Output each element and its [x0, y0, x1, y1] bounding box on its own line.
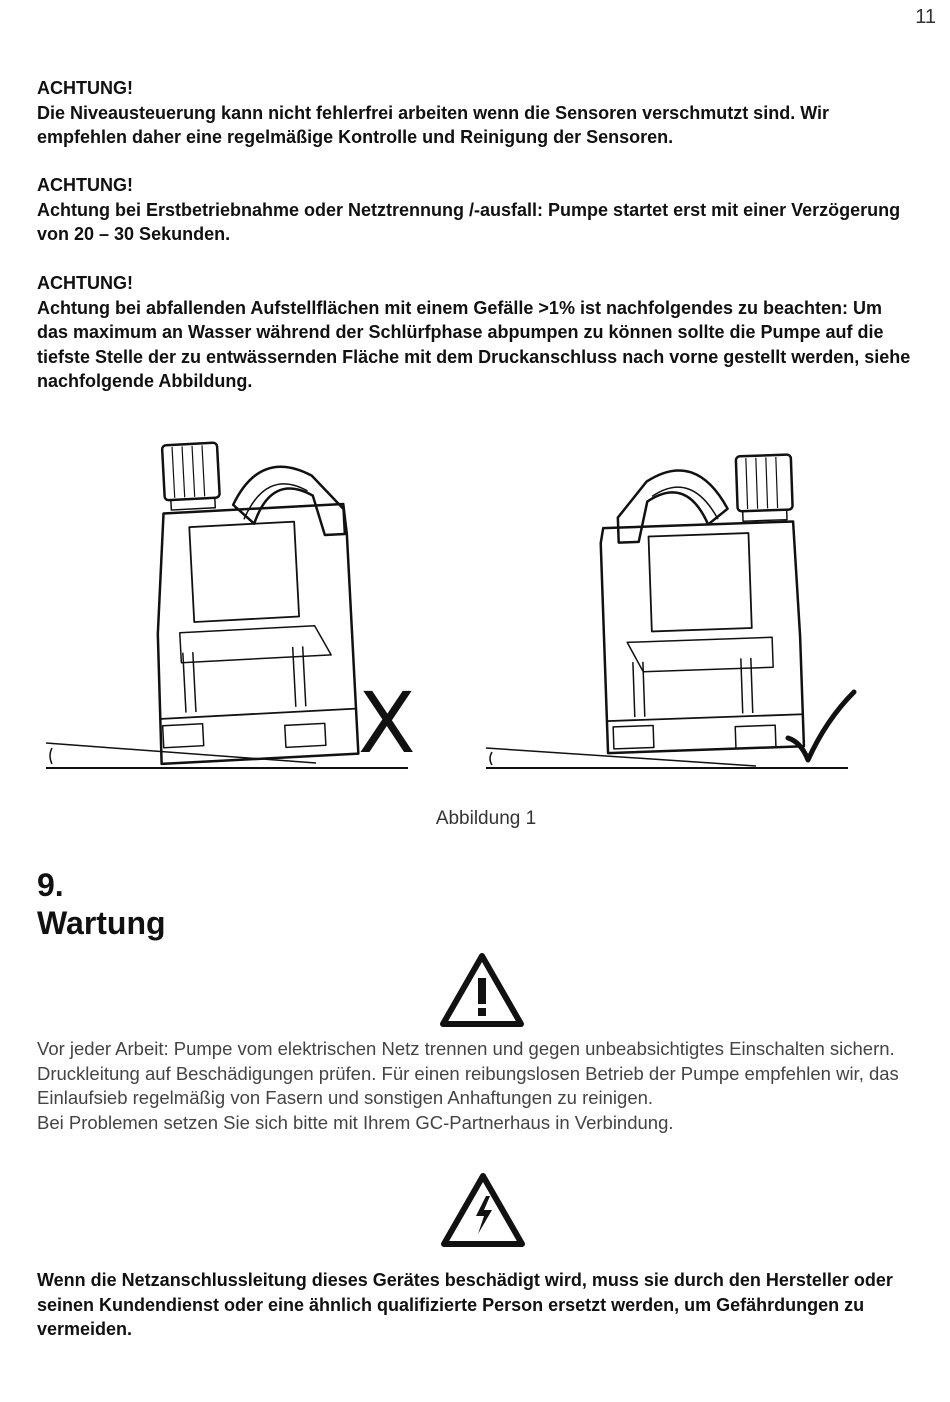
warning-heading: ACHTUNG!	[37, 175, 133, 195]
warning-text: Die Niveausteuerung kann nicht fehlerfrei arbeiten wenn die Sensoren verschmutzt sind. Wir empfehlen daher eine regelmäßige Kontrolle und Reinigung der Sensoren.	[37, 102, 830, 147]
pump-correct-orientation-icon	[486, 454, 854, 768]
final-note: Wenn die Netzanschlussleitung dieses Gerätes beschädigt wird, muss sie durch den Hersteller oder seinen Kundendienst oder eine ähnlich qualifizierte Person ersetzt werden, um Gefährdungen zu vermeiden.	[37, 1270, 893, 1339]
warning-text: Achtung bei abfallenden Aufstellflächen mit einem Gefälle >1% ist nachfolgendes zu beachten: Um das maximum an Wasser während der Schlürfphase abpumpen zu können sollte die Pumpe auf die tiefste Stelle der zu entwässernden Fläche mit dem Druckanschluss nach vorne gestellt werden, siehe nachfolgende Abbildung.	[37, 297, 911, 391]
page-number: 11	[915, 6, 936, 28]
section-number: 9.	[37, 867, 64, 903]
maintenance-paragraph: Vor jeder Arbeit: Pumpe vom elektrischen Netz trennen und gegen unbeabsichtigtes Einschalten sichern. Druckleitung auf Beschädigungen prüfen. Für einen reibungslosen Betrieb der Pumpe empfehlen wir, das Einlaufsieb regelmäßig von Fasern und sonstigen Anhaftungen zu reinigen.	[37, 1038, 899, 1108]
figure-caption: Abbildung 1	[435, 808, 537, 829]
high-voltage-triangle-icon	[440, 1172, 526, 1248]
section-heading	[37, 866, 166, 942]
maintenance-text	[37, 1037, 917, 1135]
wrong-mark: X	[358, 674, 416, 772]
warning-block-3	[37, 271, 917, 394]
warning-block-1	[37, 76, 917, 150]
maintenance-paragraph: Bei Problemen setzen Sie sich bitte mit Ihrem GC-Partnerhaus in Verbindung.	[37, 1111, 674, 1133]
warning-text: Achtung bei Erstbetriebnahme oder Netztrennung /-ausfall: Pumpe startet erst mit einer Verzögerung von 20 – 30 Sekunden.	[37, 199, 901, 244]
warning-heading: ACHTUNG!	[37, 273, 133, 293]
figure-pump-orientation	[36, 430, 916, 790]
warning-block-2	[37, 173, 917, 247]
pump-wrong-orientation-icon	[46, 436, 408, 768]
checkmark-icon	[788, 692, 854, 760]
warning-heading: ACHTUNG!	[37, 78, 133, 98]
section-title: Wartung	[37, 905, 166, 941]
exclamation-triangle-icon	[439, 952, 525, 1028]
